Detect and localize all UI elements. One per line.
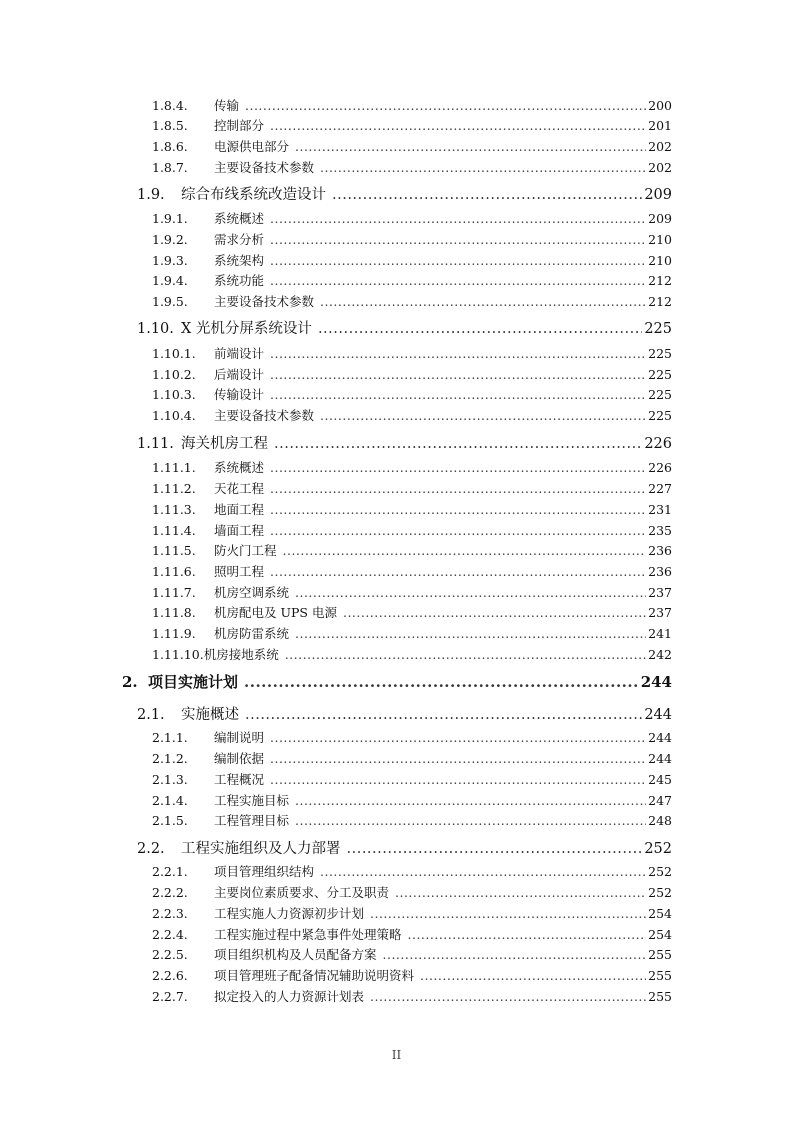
toc-entry-title: 需求分析 — [214, 232, 265, 247]
toc-leader-dots — [383, 947, 647, 962]
page-number: II — [391, 1048, 402, 1062]
toc-entry-title: 工程实施过程中紧急事件处理策略 — [214, 927, 402, 942]
toc-entry-page: 237 — [648, 585, 672, 600]
toc-entry-number: 1.8.6. — [152, 139, 188, 154]
toc-entry-level-2[interactable] — [137, 432, 672, 456]
toc-entry-page: 242 — [648, 647, 672, 662]
toc-leader-dots — [370, 989, 646, 1004]
toc-entry-title: 控制部分 — [214, 118, 265, 133]
toc-entry-page: 236 — [648, 543, 672, 558]
toc-entry-title: 机房空调系统 — [214, 585, 290, 600]
toc-entry-level-3[interactable] — [152, 770, 672, 790]
toc-entry-level-3[interactable] — [152, 925, 672, 945]
toc-leader-dots — [320, 408, 646, 423]
toc-entry-page: 225 — [648, 408, 672, 423]
toc-entry-page: 209 — [648, 211, 672, 226]
toc-leader-dots — [332, 187, 642, 203]
toc-entry-title: 天花工程 — [214, 481, 265, 496]
toc-entry-number: 1.11.2. — [152, 481, 196, 496]
toc-entry-level-3[interactable] — [152, 562, 672, 582]
toc-entry-level-3[interactable] — [152, 406, 672, 426]
toc-entry-number: 1.9. — [137, 187, 165, 203]
toc-entry-level-3[interactable] — [152, 728, 672, 748]
toc-entry-level-3[interactable] — [152, 541, 672, 561]
toc-entry-level-3[interactable] — [152, 251, 672, 271]
toc-entry-number: 2.1. — [137, 707, 165, 723]
toc-entry-title: 机房配电及 UPS 电源 — [214, 605, 337, 620]
toc-entry-title: 项目管理组织结构 — [214, 864, 315, 879]
toc-entry-number: 2.1.3. — [152, 772, 188, 787]
toc-entry-number: 2.2.1. — [152, 864, 188, 879]
toc-entry-number: 1.10. — [137, 321, 174, 337]
toc-entry-number: 2.1.1. — [152, 730, 188, 745]
toc-entry-number: 1.9.3. — [152, 253, 188, 268]
toc-entry-number: 2. — [122, 673, 138, 691]
toc-entry-number: 1.9.2. — [152, 232, 188, 247]
toc-leader-dots — [318, 321, 642, 337]
toc-entry-title: 海关机房工程 — [181, 436, 268, 452]
toc-entry-title: 后端设计 — [214, 367, 265, 382]
toc-entry-level-3[interactable] — [152, 209, 672, 229]
toc-entry-number: 1.8.4. — [152, 98, 188, 113]
toc-entry-level-3[interactable] — [152, 811, 672, 831]
toc-entry-page: 209 — [644, 187, 672, 203]
toc-leader-dots — [270, 523, 646, 538]
toc-entry-level-3[interactable] — [152, 271, 672, 291]
toc-leader-dots — [295, 139, 646, 154]
toc-leader-dots — [270, 211, 646, 226]
toc-entry-number: 1.11.1. — [152, 460, 196, 475]
toc-leader-dots — [320, 864, 646, 879]
toc-entry-page: 252 — [644, 841, 672, 857]
toc-entry-number: 1.10.3. — [152, 387, 196, 402]
toc-leader-dots — [270, 118, 646, 133]
toc-entry-page: 225 — [648, 346, 672, 361]
toc-leader-dots — [270, 367, 646, 382]
toc-leader-dots — [270, 564, 646, 579]
toc-entry-number: 1.10.4. — [152, 408, 196, 423]
toc-entry-title: 工程实施人力资源初步计划 — [214, 906, 365, 921]
toc-leader-dots — [420, 968, 646, 983]
toc-entry-number: 1.11.3. — [152, 502, 196, 517]
toc-entry-number: 1.11.9. — [152, 626, 196, 641]
toc-entry-title: 主要岗位素质要求、分工及职责 — [214, 885, 390, 900]
toc-entry-page: 212 — [648, 273, 672, 288]
toc-entry-title: 主要设备技术参数 — [214, 408, 315, 423]
toc-entry-level-2[interactable] — [137, 703, 672, 727]
toc-entry-level-3[interactable] — [152, 385, 672, 405]
toc-entry-level-3[interactable] — [152, 96, 672, 116]
toc-entry-number: 2.1.2. — [152, 751, 188, 766]
toc-entry-title: 地面工程 — [214, 502, 265, 517]
toc-entry-number: 1.11.6. — [152, 564, 196, 579]
toc-entry-page: 252 — [648, 864, 672, 879]
toc-entry-level-2[interactable] — [137, 837, 672, 861]
toc-entry-title: 工程实施组织及人力部署 — [181, 841, 341, 857]
toc-entry-title: 项目管理班子配备情况辅助说明资料 — [214, 968, 415, 983]
toc-entry-level-3[interactable] — [152, 603, 672, 623]
toc-entry-title: 项目实施计划 — [148, 673, 239, 691]
toc-entry-level-3[interactable] — [152, 862, 672, 882]
toc-leader-dots — [408, 927, 647, 942]
toc-entry-number: 1.10.1. — [152, 346, 196, 361]
toc-entry-page: 225 — [648, 367, 672, 382]
toc-entry-number: 2.2.7. — [152, 989, 188, 1004]
toc-leader-dots — [295, 626, 646, 641]
toc-leader-dots — [270, 273, 646, 288]
toc-entry-page: 212 — [648, 294, 672, 309]
toc-leader-dots — [295, 813, 646, 828]
toc-entry-title: 前端设计 — [214, 346, 265, 361]
toc-leader-dots — [370, 906, 646, 921]
toc-entry-page: 225 — [644, 321, 672, 337]
toc-entry-page: 252 — [648, 885, 672, 900]
toc-leader-dots — [270, 387, 646, 402]
toc-leader-dots — [270, 772, 646, 787]
toc-leader-dots — [270, 751, 646, 766]
toc-entry-number: 2.2.2. — [152, 885, 188, 900]
toc-entry-title: 编制依据 — [214, 751, 265, 766]
toc-entry-level-1[interactable] — [122, 671, 672, 697]
toc-entry-number: 1.8.5. — [152, 118, 188, 133]
toc-entry-page: 227 — [648, 481, 672, 496]
toc-entry-level-3[interactable] — [152, 987, 672, 1007]
toc-entry-number: 2.1.5. — [152, 813, 188, 828]
toc-entry-page: 237 — [648, 605, 672, 620]
toc-entry-level-3[interactable] — [152, 292, 672, 312]
toc-leader-dots — [270, 481, 646, 496]
toc-entry-level-3[interactable] — [152, 521, 672, 541]
toc-entry-level-3[interactable] — [152, 479, 672, 499]
toc-entry-title: X 光机分屏系统设计 — [181, 321, 312, 337]
toc-entry-level-3[interactable] — [152, 365, 672, 385]
toc-leader-dots — [245, 707, 642, 723]
toc-leader-dots — [270, 502, 646, 517]
toc-entry-title: 综合布线系统改造设计 — [181, 187, 326, 203]
toc-entry-level-3[interactable] — [152, 904, 672, 924]
toc-entry-page: 202 — [648, 160, 672, 175]
toc-entry-page: 245 — [648, 772, 672, 787]
toc-entry-page: 254 — [648, 906, 672, 921]
toc-leader-dots — [270, 460, 646, 475]
toc-entry-number: 1.9.4. — [152, 273, 188, 288]
toc-entry-title: 主要设备技术参数 — [214, 160, 315, 175]
toc-entry-page: 244 — [640, 673, 672, 691]
toc-entry-page: 255 — [648, 968, 672, 983]
toc-entry-page: 210 — [648, 232, 672, 247]
toc-entry-title: 照明工程 — [214, 564, 265, 579]
toc-leader-dots — [320, 160, 646, 175]
toc-entry-page: 226 — [644, 436, 672, 452]
toc-entry-level-3[interactable] — [152, 883, 672, 903]
toc-entry-number: 2.1.4. — [152, 793, 188, 808]
toc-entry-level-3[interactable] — [152, 116, 672, 136]
toc-entry-title: 机房防雷系统 — [214, 626, 290, 641]
toc-entry-title: 拟定投入的人力资源计划表 — [214, 989, 365, 1004]
toc-leader-dots — [295, 793, 646, 808]
toc-entry-level-3[interactable] — [152, 645, 672, 665]
toc-entry-level-2[interactable] — [137, 317, 672, 341]
toc-entry-number: 1.11.5. — [152, 543, 196, 558]
toc-entry-number: 2.2. — [137, 841, 165, 857]
toc-leader-dots — [347, 841, 643, 857]
toc-entry-level-3[interactable] — [152, 230, 672, 250]
toc-entry-page: 236 — [648, 564, 672, 579]
toc-entry-number: 1.11.7. — [152, 585, 196, 600]
toc-leader-dots — [270, 730, 646, 745]
toc-entry-title: 电源供电部分 — [214, 139, 290, 154]
toc-entry-level-3[interactable] — [152, 966, 672, 986]
toc-entry-title: 系统功能 — [214, 273, 265, 288]
toc-entry-level-3[interactable] — [152, 500, 672, 520]
toc-entry-number: 1.9.5. — [152, 294, 188, 309]
toc-entry-page: 247 — [648, 793, 672, 808]
toc-entry-title: 防火门工程 — [214, 543, 277, 558]
toc-entry-page: 200 — [648, 98, 672, 113]
toc-entry-number: 1.9.1. — [152, 211, 188, 226]
toc-entry-page: 231 — [648, 502, 672, 517]
toc-entry-page: 241 — [648, 626, 672, 641]
toc-entry-title: 工程实施目标 — [214, 793, 290, 808]
toc-leader-dots — [270, 253, 646, 268]
toc-entry-page: 244 — [644, 707, 672, 723]
toc-leader-dots — [270, 232, 646, 247]
toc-entry-level-3[interactable] — [152, 791, 672, 811]
toc-leader-dots — [320, 294, 646, 309]
toc-entry-page: 235 — [648, 523, 672, 538]
toc-entry-title: 传输 — [214, 98, 240, 113]
toc-leader-dots — [343, 605, 646, 620]
toc-entry-number: 1.11.4. — [152, 523, 196, 538]
toc-entry-level-3[interactable] — [152, 749, 672, 769]
toc-entry-title: 实施概述 — [181, 707, 239, 723]
toc-entry-number: 2.2.4. — [152, 927, 188, 942]
toc-entry-page: 244 — [648, 751, 672, 766]
toc-leader-dots — [270, 346, 646, 361]
toc-entry-level-3[interactable] — [152, 583, 672, 603]
toc-leader-dots — [245, 98, 646, 113]
toc-entry-level-3[interactable] — [152, 344, 672, 364]
toc-entry-title: 系统架构 — [214, 253, 265, 268]
toc-entry-number: 2.2.6. — [152, 968, 188, 983]
toc-entry-page: 248 — [648, 813, 672, 828]
toc-entry-page: 225 — [648, 387, 672, 402]
toc-entry-level-3[interactable] — [152, 945, 672, 965]
toc-entry-level-3[interactable] — [152, 158, 672, 178]
toc-entry-page: 202 — [648, 139, 672, 154]
toc-entry-page: 255 — [648, 989, 672, 1004]
toc-entry-number: 1.11.8. — [152, 605, 196, 620]
toc-entry-number: 1.8.7. — [152, 160, 188, 175]
toc-leader-dots — [295, 585, 646, 600]
toc-entry-number: 1.11.10. — [152, 647, 204, 662]
toc-entry-title: 系统概述 — [214, 460, 265, 475]
toc-entry-number: 2.2.3. — [152, 906, 188, 921]
toc-entry-number: 1.11. — [137, 436, 174, 452]
toc-entry-number: 1.10.2. — [152, 367, 196, 382]
toc-entry-level-3[interactable] — [152, 458, 672, 478]
toc-entry-title: 编制说明 — [214, 730, 265, 745]
toc-entry-title: 机房接地系统 — [203, 647, 279, 662]
toc-leader-dots — [283, 543, 647, 558]
toc-entry-title: 墙面工程 — [214, 523, 265, 538]
toc-entry-page: 255 — [648, 947, 672, 962]
toc-entry-title: 系统概述 — [214, 211, 265, 226]
toc-entry-title: 工程概况 — [214, 772, 265, 787]
toc-entry-title: 项目组织机构及人员配备方案 — [214, 947, 377, 962]
toc-leader-dots — [244, 673, 639, 691]
toc-entry-number: 2.2.5. — [152, 947, 188, 962]
toc-entry-page: 254 — [648, 927, 672, 942]
toc-entry-title: 主要设备技术参数 — [214, 294, 315, 309]
toc-leader-dots — [274, 436, 642, 452]
toc-entry-title: 工程管理目标 — [214, 813, 290, 828]
toc-entry-page: 226 — [648, 460, 672, 475]
toc-entry-page: 210 — [648, 253, 672, 268]
toc-leader-dots — [395, 885, 646, 900]
toc-entry-level-3[interactable] — [152, 624, 672, 644]
toc-entry-level-3[interactable] — [152, 137, 672, 157]
toc-leader-dots — [285, 647, 646, 662]
toc-entry-page: 201 — [648, 118, 672, 133]
toc-entry-level-2[interactable] — [137, 183, 672, 207]
toc-entry-page: 244 — [648, 730, 672, 745]
toc-entry-title: 传输设计 — [214, 387, 265, 402]
